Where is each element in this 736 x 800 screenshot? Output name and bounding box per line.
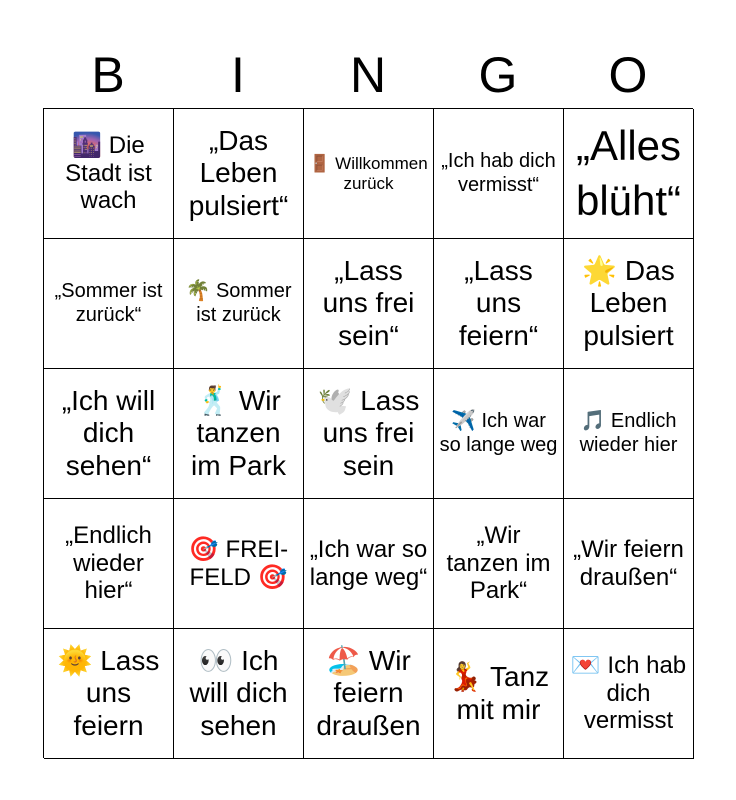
cell-text: „Lass uns feiern“ xyxy=(458,254,539,351)
bingo-cell[interactable] xyxy=(304,369,434,499)
bingo-cell[interactable] xyxy=(564,499,694,629)
bingo-cell[interactable] xyxy=(304,629,434,759)
cell-text: 🎵 Endlich wieder hier xyxy=(579,410,678,456)
cell-text: „Lass uns frei sein“ xyxy=(322,254,415,351)
bingo-header xyxy=(43,40,693,110)
header-letter-i: I xyxy=(231,47,245,103)
cell-text: „Das Leben pulsiert“ xyxy=(188,124,289,221)
header-letter-g: G xyxy=(478,47,518,103)
cell-text: 🕊️ Lass uns frei sein xyxy=(317,384,420,481)
cell-text: „Ich war so lange weg“ xyxy=(309,535,428,591)
cell-text: 🌟 Das Leben pulsiert xyxy=(582,254,675,351)
bingo-cell[interactable] xyxy=(434,499,564,629)
header-letter-o: O xyxy=(608,47,648,103)
cell-text: 💃 Tanz mit mir xyxy=(447,661,550,725)
bingo-cell[interactable] xyxy=(304,239,434,369)
cell-text: 👀 Ich will dich sehen xyxy=(189,644,288,741)
header-letter-n: N xyxy=(349,47,387,103)
cell-text: 🚪 Willkommen zurück xyxy=(309,153,428,193)
bingo-cell[interactable] xyxy=(44,369,174,499)
bingo-cell[interactable] xyxy=(174,369,304,499)
bingo-cell[interactable] xyxy=(44,499,174,629)
cell-text: 🌴 Sommer ist zurück xyxy=(185,280,292,326)
bingo-cell[interactable] xyxy=(174,239,304,369)
bingo-cell[interactable] xyxy=(174,629,304,759)
bingo-cell[interactable] xyxy=(564,369,694,499)
cell-text: „Endlich wieder hier“ xyxy=(65,521,152,605)
cell-text: 🕺 Wir tanzen im Park xyxy=(191,384,286,481)
cell-text: 💌 Ich hab dich vermisst xyxy=(570,651,687,735)
bingo-cell[interactable] xyxy=(434,629,564,759)
cell-text: „Alles blüht“ xyxy=(575,121,682,224)
bingo-cell[interactable] xyxy=(174,499,304,629)
bingo-cell[interactable] xyxy=(304,499,434,629)
cell-text: 🎯 FREI-FELD 🎯 xyxy=(188,535,289,591)
bingo-grid xyxy=(43,108,693,758)
bingo-cell[interactable] xyxy=(434,369,564,499)
bingo-cell[interactable] xyxy=(304,109,434,239)
cell-text: 🏖️ Wir feiern draußen xyxy=(316,644,421,741)
header-letter-b: B xyxy=(91,47,125,103)
bingo-cell[interactable] xyxy=(44,239,174,369)
cell-text: „Ich hab dich vermisst“ xyxy=(441,150,556,196)
cell-text: „Wir tanzen im Park“ xyxy=(446,521,551,605)
bingo-cell[interactable] xyxy=(564,239,694,369)
bingo-cell[interactable] xyxy=(44,109,174,239)
bingo-cell[interactable] xyxy=(44,629,174,759)
bingo-cell[interactable] xyxy=(434,109,564,239)
cell-text: 🌆 Die Stadt ist wach xyxy=(65,131,152,215)
cell-text: 🌞 Lass uns feiern xyxy=(57,644,160,741)
cell-text: „Ich will dich sehen“ xyxy=(61,384,156,481)
bingo-cell[interactable] xyxy=(174,109,304,239)
cell-text: „Sommer ist zurück“ xyxy=(54,280,163,326)
bingo-cell[interactable] xyxy=(564,109,694,239)
bingo-cell[interactable] xyxy=(434,239,564,369)
cell-text: „Wir feiern draußen“ xyxy=(573,535,684,591)
bingo-cell[interactable] xyxy=(564,629,694,759)
cell-text: ✈️ Ich war so lange weg xyxy=(439,410,558,456)
